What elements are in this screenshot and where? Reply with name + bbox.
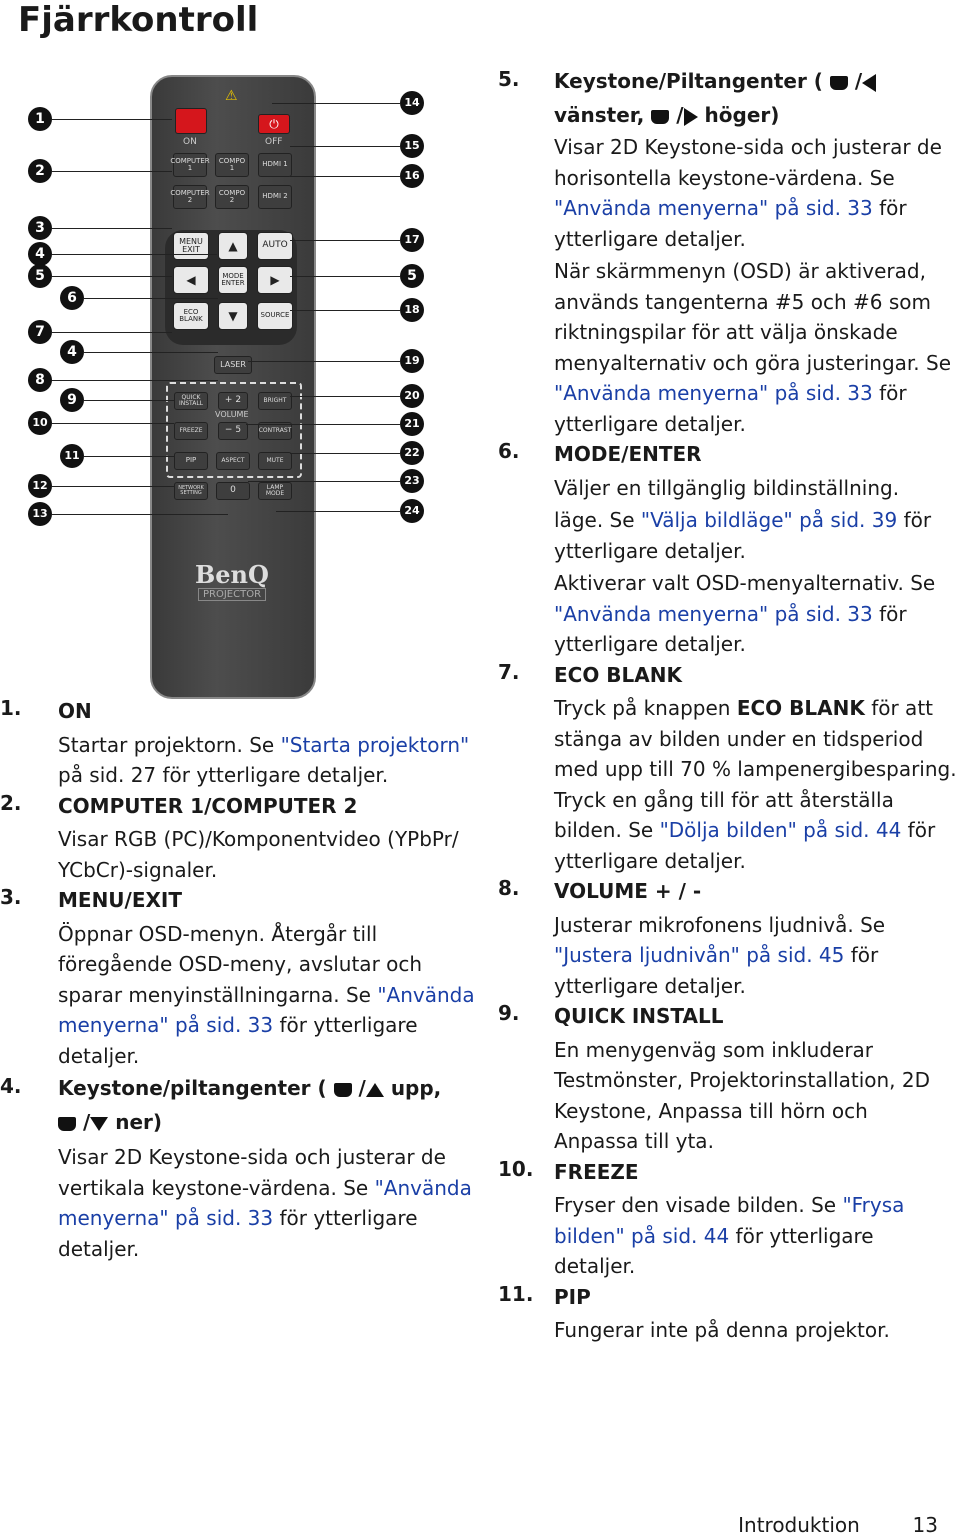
quick-install-button: QUICK INSTALL xyxy=(174,392,208,410)
item-text: Visar RGB (PC)/Komponentvideo (YPbPr/ YCbCr)-signaler. xyxy=(58,827,459,882)
callout-12: 12 xyxy=(28,474,52,498)
leader-line xyxy=(290,240,400,241)
callout-17: 17 xyxy=(400,228,424,252)
keystone-key-icon xyxy=(58,1117,76,1131)
heading-text: upp, xyxy=(390,1076,442,1100)
callout-18: 18 xyxy=(400,298,424,322)
leader-line xyxy=(248,481,400,482)
callout-14: 14 xyxy=(400,91,424,115)
page-footer xyxy=(738,1513,938,1537)
item-heading: FREEZE xyxy=(554,1159,639,1184)
computer1-button: COMPUTER 1 xyxy=(173,153,207,177)
callout-4: 4 xyxy=(28,242,52,266)
right-triangle-icon xyxy=(684,108,698,126)
item-number: 4. xyxy=(0,1074,22,1098)
volume-plus-button: + 2 xyxy=(218,392,248,410)
right-arrow-icon: ▶ xyxy=(257,266,293,294)
heading-text: vänster, xyxy=(554,103,645,127)
item-text: för ytterligare detaljer. xyxy=(554,381,907,436)
on-button xyxy=(175,108,207,134)
item-text: Visar 2D Keystone-sida och justerar de horisontella keystone-värdena. Se xyxy=(554,135,942,190)
callout-8: 8 xyxy=(28,368,52,392)
leader-line xyxy=(290,176,400,177)
item-text: När skärmmenyn (OSD) är aktiverad, används tangenterna #5 och #6 som riktningspilar för att välja önskade menyalternativ och göra justeringar. Se xyxy=(554,259,951,375)
leader-line xyxy=(52,423,174,424)
leader-line xyxy=(84,400,174,401)
callout-16: 16 xyxy=(400,164,424,188)
cross-reference-link[interactable]: "Använda menyerna" på sid. 33 xyxy=(58,982,475,1037)
menu-exit-button: MENU EXIT xyxy=(173,232,209,260)
leader-line xyxy=(52,276,172,277)
leader-line xyxy=(52,514,228,515)
item-text: En menygenväg som inkluderar Testmönster, Projektorinstallation, 2D Keystone, Anpassa till hörn och Anpassa till yta. xyxy=(554,1037,931,1153)
callout-23: 23 xyxy=(400,469,424,493)
leader-line xyxy=(290,310,400,311)
item-number: 6. xyxy=(498,439,520,463)
callout-6: 6 xyxy=(60,286,84,310)
callout-21: 21 xyxy=(400,412,424,436)
leader-line xyxy=(246,424,400,425)
left-column xyxy=(0,696,490,1264)
item-text: Visar 2D Keystone-sida och justerar de vertikala keystone-värdena. Se xyxy=(58,1145,446,1200)
callout-11: 11 xyxy=(60,444,84,468)
item-text: för ytterligare detaljer. xyxy=(554,943,879,998)
eco-blank-button: ECO BLANK xyxy=(173,302,209,330)
item-text: Fryser den visade bilden. Se xyxy=(554,1193,843,1217)
leader-line xyxy=(52,486,174,487)
leader-line xyxy=(52,171,172,172)
heading-text: Keystone/piltangenter ( xyxy=(58,1076,327,1100)
page-title: Fjärrkontroll xyxy=(18,0,259,40)
leader-line xyxy=(290,146,400,147)
item-number: 5. xyxy=(498,67,520,91)
item-text: för att stänga av bilden under en tidsperiod med upp till 70 % lampenergibesparing. Tryck en gång till för att återställa bilden. Se xyxy=(554,696,957,842)
footer-section: Introduktion xyxy=(738,1513,860,1537)
item-number: 7. xyxy=(498,659,520,684)
source-button: SOURCE xyxy=(257,302,293,330)
callout-5: 5 xyxy=(28,264,52,288)
item-text: Justerar mikrofonens ljudnivå. Se xyxy=(554,912,886,937)
cross-reference-link[interactable]: "Välja bildläge" på sid. 39 xyxy=(640,508,898,532)
computer2-button: COMPUTER 2 xyxy=(173,185,207,209)
item-text: Startar projektorn. Se xyxy=(58,732,281,757)
keystone-key-icon xyxy=(651,110,669,124)
cross-reference-link[interactable]: "Använda menyerna" på sid. 33 xyxy=(554,601,873,626)
item-4 xyxy=(0,1071,490,1264)
item-heading: QUICK INSTALL xyxy=(554,1004,724,1028)
leader-line xyxy=(52,254,217,255)
callout-5b: 5 xyxy=(400,264,424,288)
callout-1: 1 xyxy=(28,107,52,131)
down-arrow-icon: ▼ xyxy=(218,302,248,330)
item-11 xyxy=(498,1282,958,1346)
heading-text: höger) xyxy=(704,103,780,127)
item-7 xyxy=(498,660,958,877)
lamp-mode-button: LAMP MODE xyxy=(258,482,292,500)
item-1 xyxy=(0,696,490,791)
item-6 xyxy=(498,439,958,660)
auto-button: AUTO xyxy=(257,232,293,260)
item-text: för ytterligare detaljer. xyxy=(58,1013,418,1068)
leader-line xyxy=(52,228,172,229)
item-text: Tryck på knappen xyxy=(554,696,737,720)
item-number: 11. xyxy=(498,1281,534,1306)
leader-line xyxy=(52,119,172,120)
item-3 xyxy=(0,885,490,1071)
item-text: för ytterligare detaljer. xyxy=(58,1206,418,1261)
cross-reference-link[interactable]: "Använda menyerna" på sid. 33 xyxy=(58,1175,472,1230)
right-column xyxy=(498,64,958,1346)
keystone-key-icon xyxy=(830,76,848,90)
bright-button: BRIGHT xyxy=(258,392,292,410)
item-text: för ytterligare detaljer. xyxy=(554,601,907,656)
off-label: OFF xyxy=(265,137,283,147)
callout-22: 22 xyxy=(400,441,424,465)
item-number: 1. xyxy=(0,696,22,720)
item-text: Väljer en tillgänglig bildinställning. xyxy=(554,475,900,500)
callout-7: 7 xyxy=(28,320,52,344)
brand-logo: BenQ xyxy=(195,560,269,589)
pip-button: PIP xyxy=(174,452,208,470)
item-heading: Keystone/piltangenter ( / upp, / ner) xyxy=(58,1076,442,1134)
item-text: Fungerar inte på denna projektor. xyxy=(554,1318,890,1342)
item-number: 10. xyxy=(498,1156,534,1181)
heading-text: ner) xyxy=(115,1110,163,1134)
item-heading: ON xyxy=(58,699,92,723)
volume-label: VOLUME xyxy=(215,410,249,419)
callout-4b: 4 xyxy=(60,340,84,364)
mode-enter-button: MODE ENTER xyxy=(218,266,248,294)
cross-reference-link[interactable]: "Frysa bilden" på sid. 44 xyxy=(554,1193,905,1248)
item-text: Öppnar OSD-menyn. Återgår till föregående OSD-meny, avslutar och sparar menyinställningarna. Se xyxy=(58,921,423,1007)
remote-illustration xyxy=(0,60,490,700)
item-2 xyxy=(0,791,490,886)
volume-minus-button: − 5 xyxy=(218,422,248,440)
item-heading: PIP xyxy=(554,1284,591,1309)
item-text: för ytterligare detaljer. xyxy=(554,196,907,251)
item-heading: Keystone/Piltangenter ( / vänster, / höger) xyxy=(554,64,958,132)
zero-button: 0 xyxy=(216,482,250,500)
cross-reference-link[interactable]: "Starta projektorn" xyxy=(280,732,470,757)
off-button: ⏻ xyxy=(258,114,290,134)
callout-13: 13 xyxy=(28,502,52,526)
leader-line xyxy=(290,276,400,277)
item-bold-text: ECO BLANK xyxy=(736,696,865,720)
callout-15: 15 xyxy=(400,134,424,158)
keystone-key-icon xyxy=(334,1083,352,1097)
mute-button: MUTE xyxy=(258,452,292,470)
hdmi2-button: HDMI 2 xyxy=(258,185,292,209)
item-text: läge. Se xyxy=(554,508,641,532)
brand-subtitle: PROJECTOR xyxy=(198,588,266,601)
cross-reference-link[interactable]: "Justera ljudnivån" på sid. 45 xyxy=(554,943,845,967)
leader-line xyxy=(84,456,174,457)
item-10 xyxy=(498,1157,958,1282)
leader-line xyxy=(52,332,172,333)
leader-line xyxy=(272,103,400,104)
compo2-button: COMPO 2 xyxy=(215,185,249,209)
callout-20: 20 xyxy=(400,384,424,408)
leader-line xyxy=(248,361,400,362)
aspect-button: ASPECT xyxy=(216,452,250,470)
leader-line xyxy=(276,511,400,512)
callout-9: 9 xyxy=(60,388,84,412)
leader-line xyxy=(290,453,400,454)
cross-reference-link[interactable]: "Använda menyerna" på sid. 33 xyxy=(554,196,873,220)
leader-line xyxy=(84,352,218,353)
freeze-button: FREEZE xyxy=(174,422,208,440)
item-heading: VOLUME + / - xyxy=(554,879,702,903)
contrast-button: CONTRAST xyxy=(258,422,292,440)
item-number: 3. xyxy=(0,885,22,909)
item-number: 8. xyxy=(498,876,520,900)
item-text: för ytterligare detaljer. xyxy=(554,1223,874,1278)
item-heading: COMPUTER 1/COMPUTER 2 xyxy=(58,793,358,818)
leader-line xyxy=(84,298,218,299)
on-label: ON xyxy=(183,137,197,147)
footer-page-number: 13 xyxy=(912,1513,938,1537)
callout-3: 3 xyxy=(28,216,52,240)
callout-2: 2 xyxy=(28,159,52,183)
item-heading: MENU/EXIT xyxy=(58,888,183,912)
cross-reference-link[interactable]: "Dölja bilden" på sid. 44 xyxy=(659,818,902,842)
leader-line xyxy=(52,380,218,381)
network-setting-button: NETWORK SETTING xyxy=(174,482,208,500)
item-9 xyxy=(498,1001,958,1157)
item-8 xyxy=(498,876,958,1001)
up-triangle-icon xyxy=(366,1083,384,1097)
up-arrow-icon: ▲ xyxy=(218,232,248,260)
callout-19: 19 xyxy=(400,349,424,373)
leader-line xyxy=(290,396,400,397)
heading-text: Keystone/Piltangenter ( xyxy=(554,69,823,93)
item-text: för ytterligare detaljer. xyxy=(554,508,932,563)
item-number: 2. xyxy=(0,790,22,815)
cross-reference-link[interactable]: "Använda menyerna" på sid. 33 xyxy=(554,381,873,405)
laser-button: LASER xyxy=(214,356,252,374)
item-heading: ECO BLANK xyxy=(554,662,683,687)
item-text: för ytterligare detaljer. xyxy=(554,818,936,873)
callout-10: 10 xyxy=(28,411,52,435)
compo1-button: COMPO 1 xyxy=(215,153,249,177)
callout-24: 24 xyxy=(400,499,424,523)
item-text: Aktiverar valt OSD-menyalternativ. Se xyxy=(554,571,936,595)
laser-warning-icon: ⚠ xyxy=(225,88,238,104)
hdmi1-button: HDMI 1 xyxy=(258,153,292,177)
down-triangle-icon xyxy=(90,1117,108,1131)
item-number: 9. xyxy=(498,1001,520,1025)
item-heading: MODE/ENTER xyxy=(554,442,702,466)
left-arrow-icon: ◀ xyxy=(173,266,209,294)
item-5 xyxy=(498,64,958,439)
item-text: på sid. 27 för ytterligare detaljer. xyxy=(58,763,389,787)
left-triangle-icon xyxy=(862,74,876,92)
